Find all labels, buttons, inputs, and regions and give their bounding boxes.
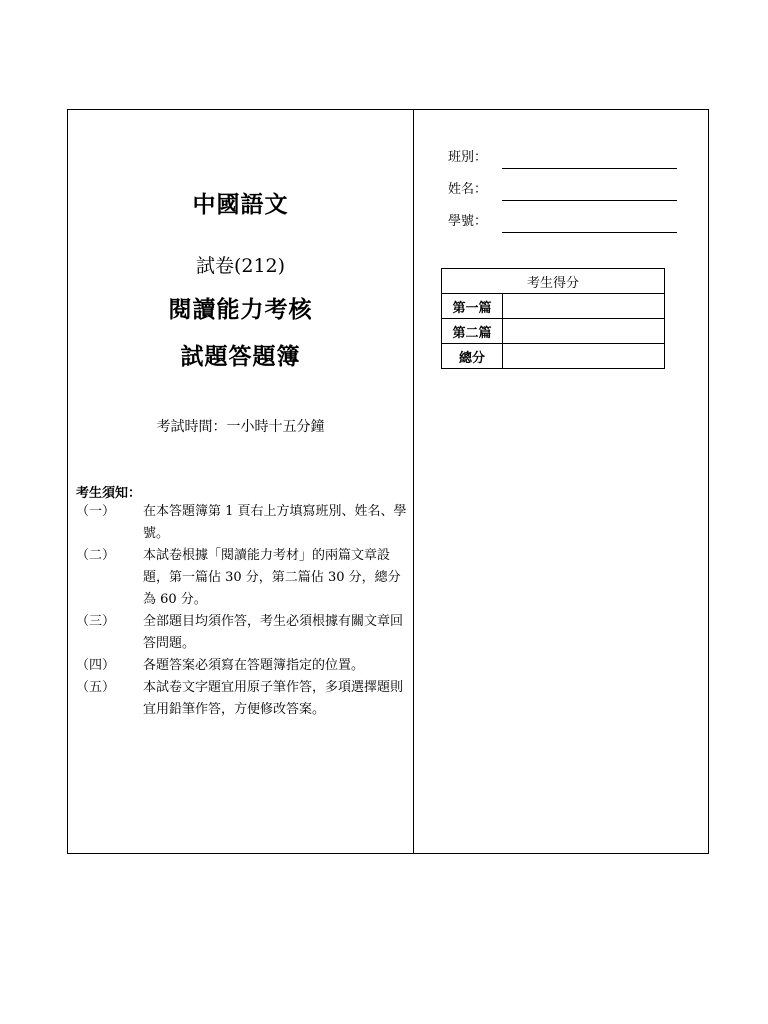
table-row [442, 294, 665, 319]
student-no-field[interactable] [448, 210, 678, 238]
name-input-line[interactable] [502, 200, 677, 201]
score-table-header: 考生得分 [442, 269, 665, 294]
student-no-input-line[interactable] [502, 232, 677, 233]
score-row-label: 第一篇 [442, 294, 503, 319]
notice-item [76, 655, 408, 677]
notice-text: 在本答題簿第 1 頁右上方填寫班別、姓名、學號。 [143, 504, 407, 541]
name-label: 姓名： [448, 182, 488, 197]
notice-item [76, 677, 408, 721]
subject-title: 中國語文 [192, 192, 289, 218]
left-column [68, 110, 413, 853]
notice-number: （五） [76, 680, 116, 695]
score-row-label: 總分 [442, 344, 503, 369]
notice-item [76, 545, 408, 611]
class-label: 班別： [448, 150, 488, 165]
name-field[interactable] [448, 178, 678, 206]
exam-duration: 考試時間：一小時十五分鐘 [156, 419, 325, 435]
score-table [441, 268, 665, 369]
notice-text: 本試卷根據「閱讀能力考材」的兩篇文章設題，第一篇佔 30 分，第二篇佔 30 分，總分為 60 分。 [143, 548, 401, 607]
notice-number: （二） [76, 548, 116, 563]
student-no-label: 學號： [448, 214, 488, 229]
notice-text: 各題答案必須寫在答題簿指定的位置。 [143, 658, 365, 673]
notice-text: 本試卷文字題宜用原子筆作答，多項選擇題則宜用鉛筆作答，方便修改答案。 [143, 680, 404, 717]
exam-title-line2: 試題答題簿 [180, 344, 301, 370]
notice-number: （三） [76, 614, 116, 629]
notice-item [76, 501, 408, 545]
notice-number: （一） [76, 504, 116, 519]
right-column [414, 110, 708, 853]
table-row [442, 319, 665, 344]
notice-list [76, 501, 408, 721]
table-row [442, 344, 665, 369]
score-cell[interactable] [503, 319, 665, 344]
notice-item [76, 611, 408, 655]
score-cell[interactable] [503, 294, 665, 319]
notice-heading: 考生須知： [76, 486, 142, 501]
score-cell[interactable] [503, 344, 665, 369]
notice-number: （四） [76, 658, 116, 673]
notice-text: 全部題目均須作答，考生必須根據有關文章回答問題。 [143, 614, 404, 651]
exam-title-line1: 閱讀能力考核 [168, 297, 313, 323]
class-input-line[interactable] [502, 168, 677, 169]
score-row-label: 第二篇 [442, 319, 503, 344]
class-field[interactable] [448, 146, 678, 174]
paper-number: 試卷(212) [195, 255, 286, 277]
